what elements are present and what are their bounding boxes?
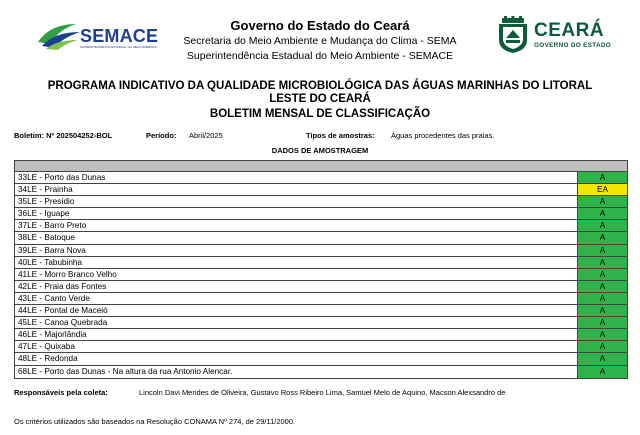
classification-status: A [577, 341, 627, 352]
semace-logo-word: SEMACE [80, 26, 159, 46]
classification-status: A [577, 220, 627, 231]
period-value: Abril/2025 [189, 131, 223, 140]
ceara-logo-subtitle: GOVERNO DO ESTADO [534, 42, 612, 49]
bulletin-number: Boletim: Nº 202504252-BOL [14, 131, 113, 140]
beach-name: 41LE - Morro Branco Velho [18, 269, 117, 279]
program-title [40, 80, 600, 106]
period-label: Período: [146, 131, 177, 140]
table-row [15, 257, 627, 269]
program-title-line-1: PROGRAMA INDICATIVO DA QUALIDADE MICROBIOLÓGICA DAS ÁGUAS MARINHAS DO LITORAL [47, 80, 593, 92]
semace-logo [36, 16, 159, 50]
beach-name: 68LE - Porto das Dunas - Na altura da rua Antonio Alencar. [18, 366, 233, 376]
classification-status: A [577, 293, 627, 304]
table-row [15, 172, 627, 184]
classification-status: A [577, 269, 627, 280]
table-row [15, 317, 627, 329]
semace-swoosh-icon [36, 20, 82, 50]
classification-status: A [577, 366, 627, 378]
beach-name: 47LE - Quixaba [18, 342, 75, 352]
beach-name: 46LE - Majorlândia [18, 330, 87, 340]
table-row [15, 366, 627, 378]
document-header [0, 0, 640, 72]
classification-status: A [577, 317, 627, 328]
classification-status: A [577, 208, 627, 219]
table-row [15, 293, 627, 305]
beach-name: 37LE - Barro Preto [18, 221, 87, 231]
table-row [15, 196, 627, 208]
classification-status: A [577, 353, 627, 364]
beach-name: 45LE - Canoa Quebrada [18, 318, 108, 328]
table-row [15, 341, 627, 353]
sample-type-label: Tipos de amostras: [306, 131, 375, 140]
sample-type-value: Águas procedentes das praias. [391, 131, 495, 140]
classification-status: A [577, 245, 627, 256]
table-row [15, 269, 627, 281]
table-row [15, 281, 627, 293]
table-row [15, 184, 627, 196]
beach-name: 40LE - Tabubinha [18, 257, 83, 267]
classification-status: A [577, 232, 627, 243]
semace-logo-tagline: SUPERINTENDÊNCIA ESTADUAL DO MEIO AMBIENTE [80, 45, 157, 49]
beach-name: 38LE - Batoque [18, 233, 75, 243]
classification-status: A [577, 281, 627, 292]
table-body [15, 172, 627, 378]
program-title-line-2: LESTE DO CEARÁ [269, 93, 371, 105]
classification-status: EA [577, 184, 627, 195]
classification-status: A [577, 257, 627, 268]
table-row [15, 245, 627, 257]
beach-name: 34LE - Prainha [18, 185, 73, 195]
beach-name: 44LE - Pontal de Maceió [18, 306, 108, 316]
beach-name: 48LE - Redonda [18, 354, 78, 364]
bulletin-title: BOLETIM MENSAL DE CLASSIFICAÇÃO [209, 108, 431, 120]
beach-name: 39LE - Barra Nova [18, 245, 86, 255]
superintendence-line: Superintendência Estadual do Meio Ambiente - SEMACE [186, 50, 454, 62]
secretariat-line: Secretaria do Meio Ambiente e Mudança do Clima - SEMA [183, 35, 457, 47]
table-row [15, 329, 627, 341]
beach-name: 35LE - Presídio [18, 197, 75, 207]
ceara-coat-of-arms-icon [496, 16, 530, 54]
ceara-logo-word: CEARÁ [534, 20, 605, 41]
table-row [15, 232, 627, 244]
ceara-logo [494, 16, 634, 54]
government-title: Governo do Estado do Ceará [230, 18, 410, 33]
table-row [15, 353, 627, 365]
table-row [15, 208, 627, 220]
classification-status: A [577, 329, 627, 340]
table-row [15, 305, 627, 317]
criteria-note: Os critérios utilizados são baseados na Resolução CONAMA Nº 274, de 29/11/2000. [14, 417, 296, 426]
beach-name: 36LE - Iguape [18, 209, 70, 219]
table-header-row [15, 161, 627, 172]
table-row [15, 220, 627, 232]
government-heading [170, 18, 470, 63]
beach-name: 33LE - Porto das Dunas [18, 173, 106, 182]
sampling-data-title: DADOS DE AMOSTRAGEM [271, 146, 369, 155]
classification-table [14, 160, 628, 379]
beach-name: 42LE - Praia das Fontes [18, 281, 107, 291]
beach-name: 43LE - Canto Verde [18, 293, 90, 303]
classification-status: A [577, 196, 627, 207]
classification-status: A [577, 305, 627, 316]
responsible-names: Lincoln Davi Mendes de Oliveira, Gustavo Ross Ribeiro Lima, Samuel Melo de Aquino, Macson Alexsandro de [139, 388, 506, 397]
classification-status: A [577, 172, 627, 183]
responsible-label: Responsáveis pela coleta: [14, 388, 108, 397]
